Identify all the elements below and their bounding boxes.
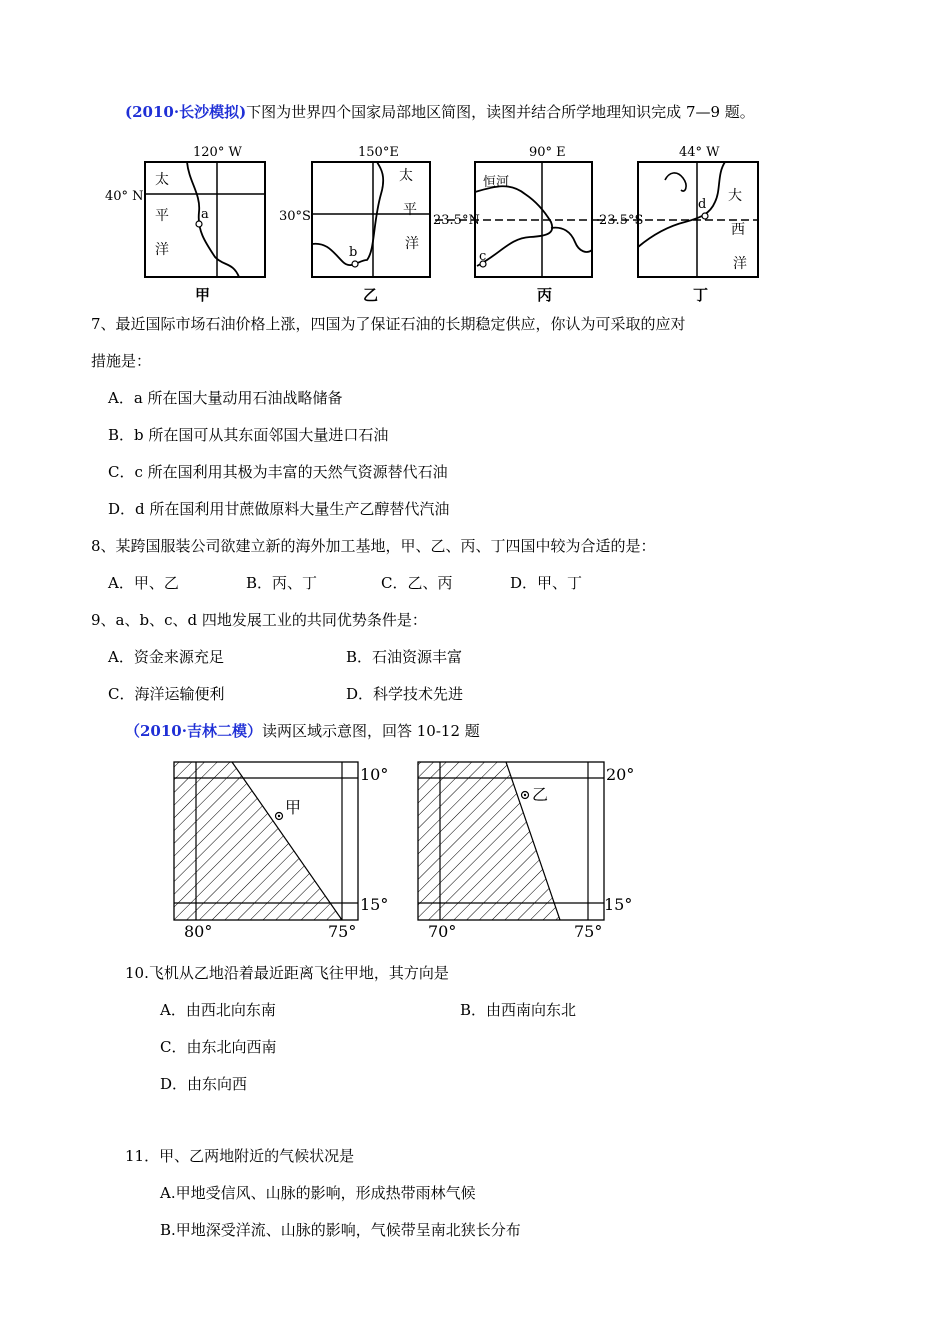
q10-option-d: D．由东向西 <box>160 1075 248 1093</box>
q10-option-a: A．由西北向东南 <box>160 1001 276 1019</box>
four-country-map-figure <box>105 142 765 307</box>
q9-option-a: A．资金来源充足 <box>108 648 224 666</box>
bing-left-coord: 23.5°N <box>433 213 480 228</box>
yi-left-coord: 30°S <box>279 209 311 224</box>
q8-option-c: C．乙、丙 <box>381 574 453 592</box>
ding-top-coord: 44° W <box>679 145 720 160</box>
ding-label-1: 大 <box>728 188 742 204</box>
q8-stem: 8、某跨国服装公司欲建立新的海外加工基地，甲、乙、丙、丁四国中较为合适的是： <box>91 537 656 555</box>
bing-point-label: c <box>479 249 487 264</box>
jia-top-coord: 120° W <box>193 145 242 160</box>
q8-option-a: A．甲、乙 <box>108 574 179 592</box>
jia-point-label: a <box>201 207 209 222</box>
q9-option-b: B．石油资源丰富 <box>346 648 463 666</box>
q7-stem-line-2: 措施是： <box>91 352 152 370</box>
q7-stem-line-1: 7、最近国际市场石油价格上涨，四国为了保证石油的长期稳定供应，你认为可采取的应对 <box>91 315 686 333</box>
yi-caption: 乙 <box>363 286 379 304</box>
q11-stem: 11．甲、乙两地附近的气候状况是 <box>125 1147 355 1165</box>
jia-label-1: 太 <box>155 172 169 188</box>
yi-top-coord: 150°E <box>358 145 399 160</box>
yi-bottom-lat: 15° <box>604 895 633 914</box>
jia-right-lon: 75° <box>328 922 357 941</box>
intro-line-2 <box>125 721 480 741</box>
yi-label-2: 平 <box>403 202 417 218</box>
yi-right-lon: 75° <box>574 922 603 941</box>
yi-label-1: 太 <box>399 168 413 184</box>
q7-option-d: D．d 所在国利用甘蔗做原料大量生产乙醇替代汽油 <box>108 500 450 518</box>
q11-option-a: A.甲地受信风、山脉的影响，形成热带雨林气候 <box>160 1184 476 1202</box>
jia-label-3: 洋 <box>155 242 169 258</box>
q10-option-b: B．由西南向东北 <box>460 1001 577 1019</box>
region-panel-yi <box>418 762 604 920</box>
q10-stem: 10.飞机从乙地沿着最近距离飞往甲地，其方向是 <box>125 964 449 982</box>
q7-option-a: A．a 所在国大量动用石油战略储备 <box>108 389 343 407</box>
ding-caption: 丁 <box>693 286 709 304</box>
source-tag: (2010·长沙模拟) <box>125 103 247 121</box>
jia-bottom-lat: 15° <box>360 895 389 914</box>
yi-point-label-2: 乙 <box>532 785 549 804</box>
q7-option-c: C．c 所在国利用其极为丰富的天然气资源替代石油 <box>108 463 448 481</box>
q11-option-b: B.甲地深受洋流、山脉的影响，气候带呈南北狭长分布 <box>160 1221 521 1239</box>
q8-option-b: B．丙、丁 <box>246 574 318 592</box>
ding-label-2: 西 <box>731 222 745 238</box>
bing-label-river: 恒河 <box>483 175 510 190</box>
q7-option-b: B．b 所在国可从其东面邻国大量进口石油 <box>108 426 389 444</box>
two-region-figure <box>170 758 650 943</box>
ding-left-coord: 23.5°S <box>599 213 644 228</box>
jia-left-coord: 40° N <box>105 189 144 204</box>
bing-caption: 丙 <box>537 286 553 304</box>
intro-text: 下图为世界四个国家局部地区简图，读图并结合所学地理知识完成 7—9 题。 <box>246 103 755 121</box>
region-panel-jia <box>174 762 358 920</box>
bing-top-coord: 90° E <box>529 145 566 160</box>
jia-caption: 甲 <box>195 286 211 304</box>
ding-point-label: d <box>698 197 707 212</box>
q9-stem: 9、a、b、c、d 四地发展工业的共同优势条件是： <box>91 611 427 629</box>
q9-option-d: D．科学技术先进 <box>346 685 464 703</box>
jia-left-lon: 80° <box>184 922 213 941</box>
jia-top-lat: 10° <box>360 765 389 784</box>
jia-label-2: 平 <box>155 208 169 224</box>
intro-line-1 <box>125 102 755 122</box>
ding-label-3: 洋 <box>733 256 747 272</box>
q9-option-c: C．海洋运输便利 <box>108 685 225 703</box>
q8-option-d: D．甲、丁 <box>510 574 583 592</box>
jia-point-label-2: 甲 <box>285 798 302 817</box>
q10-option-c: C．由东北向西南 <box>160 1038 277 1056</box>
intro-text-2: 读两区域示意图，回答 10-12 题 <box>261 722 480 740</box>
yi-top-lat: 20° <box>606 765 635 784</box>
yi-label-3: 洋 <box>405 236 419 252</box>
yi-left-lon: 70° <box>428 922 457 941</box>
yi-point-label: b <box>349 245 358 260</box>
source-tag-2: （2010·吉林二模） <box>125 722 262 740</box>
